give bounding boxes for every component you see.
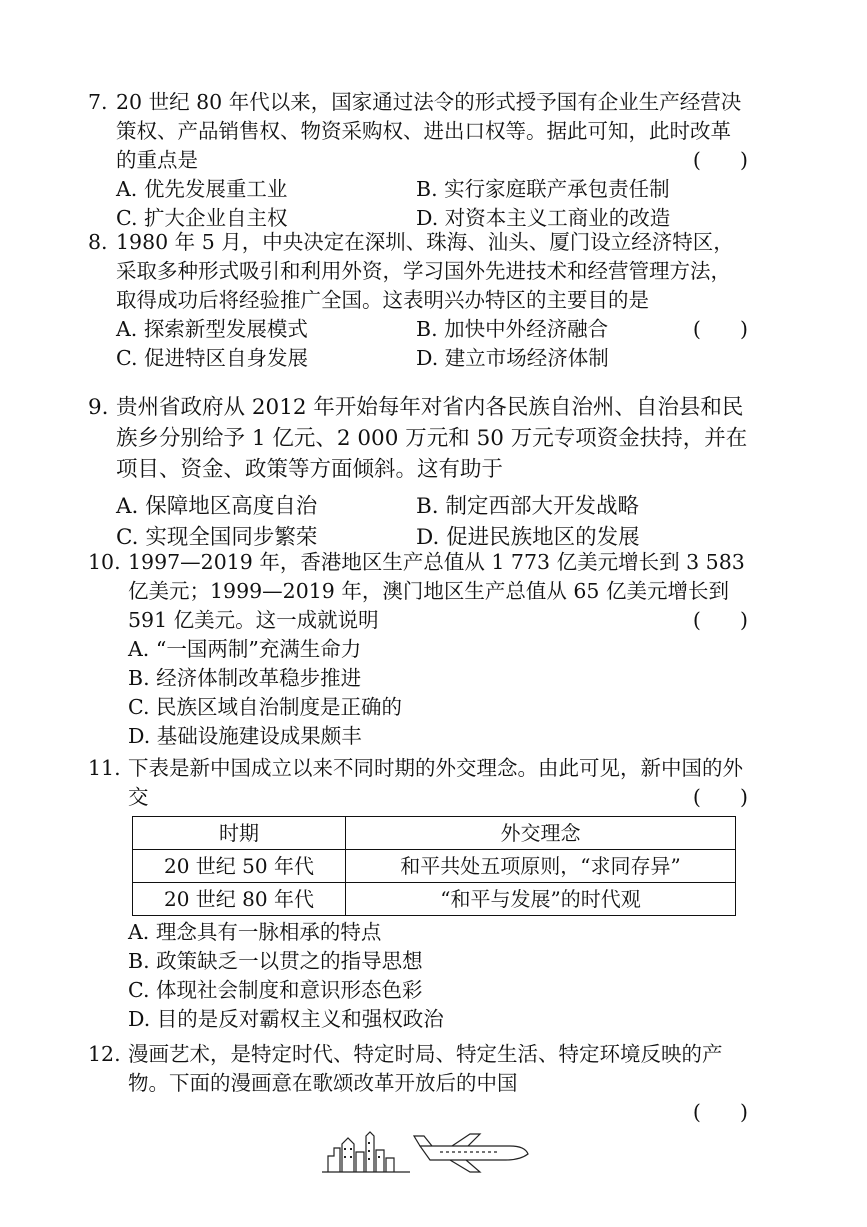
question-7 [88,88,748,233]
option-b: B. 实行家庭联产承包责任制 [416,177,670,201]
question-stem [88,754,748,812]
question-number: 8. [88,230,108,254]
answer-blank: ( ) [692,317,748,341]
diplomacy-table [132,816,736,916]
option-b: B. 经济体制改革稳步推进 [128,666,362,690]
question-number: 10. [88,550,121,574]
option-a: A. 探索新型发展模式 [116,317,308,341]
option-d: D. 目的是反对霸权主义和强权政治 [128,1007,444,1031]
question-9 [88,392,748,553]
question-stem [88,392,748,485]
answer-blank: ( ) [692,785,748,809]
question-text: 20 世纪 80 年代以来，国家通过法令的形式授予国有企业生产经营决策权、产品销售权、物资采购权、进出口权等。据此可知，此时改革的重点是 [116,90,742,172]
question-11 [88,754,748,1034]
option-a: A. “一国两制”充满生命力 [128,637,362,661]
question-8 [88,228,748,373]
option-d: D. 对资本主义工商业的改造 [416,206,671,230]
option-c: C. 实现全国同步繁荣 [116,525,318,550]
question-number: 7. [88,90,108,114]
table-cell: 20 世纪 50 年代 [133,850,346,883]
answer-blank: ( ) [692,148,748,172]
table-row [133,850,736,883]
options [88,491,748,553]
options [88,918,748,1034]
cartoon-sketch-image [320,1128,560,1174]
table-header-row [133,817,736,850]
options [88,635,748,751]
question-10 [88,548,752,751]
question-number: 11. [88,756,121,780]
option-c: C. 体现社会制度和意识形态色彩 [128,978,423,1002]
option-d: D. 建立市场经济体制 [416,346,609,370]
table-header-cell: 时期 [133,817,346,850]
option-b: B. 制定西部大开发战略 [416,494,639,519]
question-12 [88,1040,748,1124]
table-row [133,883,736,916]
option-c: C. 民族区域自治制度是正确的 [128,695,402,719]
table-cell: 20 世纪 80 年代 [133,883,346,916]
option-a: A. 理念具有一脉相承的特点 [128,920,382,944]
question-text: 1997—2019 年，香港地区生产总值从 1 773 亿美元增长到 3 583 亿美元；1999—2019 年，澳门地区生产总值从 65 亿美元增长到 591 亿美元。这一成就说明 [128,550,752,632]
table-header-cell: 外交理念 [346,817,736,850]
option-b: B. 加快中外经济融合 [416,317,609,341]
option-b: B. 政策缺乏一以贯之的指导思想 [128,949,423,973]
table-cell: 和平共处五项原则，“求同存异” [346,850,736,883]
question-stem [88,228,748,315]
question-stem [88,88,748,175]
question-text: 1980 年 5 月，中央决定在深圳、珠海、汕头、厦门设立经济特区，采取多种形式吸引和利用外资，学习国外先进技术和经营管理方法，取得成功后将经验推广全国。这表明兴办特区的主要目的是 [116,230,734,312]
question-stem [88,1040,748,1098]
options [88,175,748,233]
question-stem [88,548,752,635]
question-text: 贵州省政府从 2012 年开始每年对省内各民族自治州、自治县和民族乡分别给予 1 亿元、2 000 万元和 50 万元专项资金扶持，并在项目、资金、政策等方面倾斜。这有助于 [116,395,748,482]
option-d: D. 基础设施建设成果颇丰 [128,724,362,748]
options [88,315,748,373]
option-a: A. 优先发展重工业 [116,177,288,201]
option-c: C. 促进特区自身发展 [116,346,308,370]
option-a: A. 保障地区高度自治 [116,494,318,519]
option-c: C. 扩大企业自主权 [116,206,288,230]
question-number: 9. [88,395,109,420]
question-text: 下表是新中国成立以来不同时期的外交理念。由此可见，新中国的外交 [128,756,743,809]
option-d: D. 促进民族地区的发展 [416,525,640,550]
question-number: 12. [88,1042,121,1066]
answer-blank: ( ) [692,608,748,632]
question-text: 漫画艺术，是特定时代、特定时局、特定生活、特定环境反映的产物。下面的漫画意在歌颂改革开放后的中国 [128,1042,723,1095]
answer-blank: ( ) [692,1100,748,1124]
table-cell: “和平与发展”的时代观 [346,883,736,916]
